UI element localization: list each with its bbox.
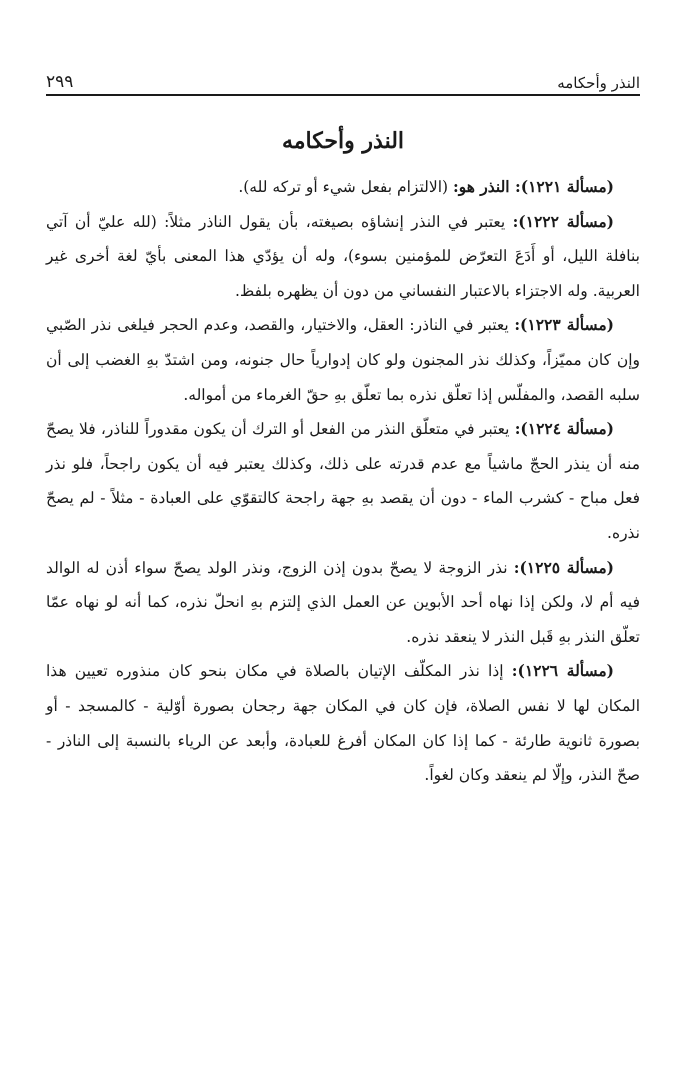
issue-label: (مسألة ١٢٢١): النذر هو: xyxy=(452,177,614,196)
paragraph-text: (الالتزام بفعل شيء أو تركه لله). xyxy=(238,178,453,196)
paragraph-text: يعتبر في الناذر: العقل، والاختيار، والقصد، وعدم الحجر فيلغى نذر الصّبي وإن كان مميّزاً، وكذلك نذر المجنون ولو كان إدوارياً حال جنونه، ومن اشتدّ بهِ الغضب إلى أن سلبه القصد، والمفلّس إذا تعلّق نذره بما تعلّق بهِ حقّ الغرماء من أمواله. xyxy=(46,316,640,404)
paragraph-issue-1223 xyxy=(46,308,640,412)
issue-label: (مسألة ١٢٢٤): xyxy=(514,419,614,439)
paragraph-issue-1226 xyxy=(46,654,640,792)
issue-label: (مسألة ١٢٢٢): xyxy=(512,211,614,231)
issue-label: (مسألة ١٢٢٥): xyxy=(513,557,614,577)
paragraph-text: إذا نذر المكلّف الإتيان بالصلاة في مكان بنحو كان منذوره تعيين هذا المكان لها لا نفس الصلاة، فإن كان في المكان جهة رجحان بصورة أوّلية - كالمسجد - أو بصورة ثانوية طارئة - كما إذا كان المكان أفرغ للعبادة، وأبعد عن الرياء بالنسبة إلى الناذر - صحّ النذر، وإلّا لم ينعقد وكان لغواً. xyxy=(46,662,640,785)
issue-label: (مسألة ١٢٢٦): xyxy=(511,661,614,681)
paragraph-text: يعتبر في متعلّق النذر من الفعل أو الترك أن يكون مقدوراً للناذر، فلا يصحّ منه أن ينذر الحجّ ماشياً مع عدم قدرته على ذلك، وكذلك يعتبر فيه أن يكون راجحاً، فلو نذر فعل مباح - كشرب الماء - دون أن يقصد بهِ جهة راجحة كالتقوّي على العبادة - مثلاً - لم يصحّ نذره. xyxy=(46,420,640,542)
issue-label: (مسألة ١٢٢٣): xyxy=(514,315,614,335)
paragraph-issue-1224 xyxy=(46,412,640,550)
paragraph-issue-1221 xyxy=(46,170,640,205)
book-page xyxy=(46,0,640,1073)
paragraph-text: نذر الزوجة لا يصحّ بدون إذن الزوج، ونذر الولد يصحّ سواء أذن له الوالد فيه أم لا، ولكن إذا نهاه أحد الأبوين عن العمل الذي إلتزم بهِ انحلّ نذره، كما أنه لو نهاه عمّا تعلّق النذر بهِ قَبل النذر لا ينعقد نذره. xyxy=(46,558,640,646)
body-text xyxy=(46,170,640,793)
page-number: ٢٩٩ xyxy=(46,72,74,92)
running-title: النذر وأحكامه xyxy=(557,74,640,92)
paragraph-text: يعتبر في النذر إنشاؤه بصيغته، بأن يقول الناذر مثلاً: (لله عليّ أن آتي بنافلة الليل، أو أَدَعَ التعرّض للمؤمنين بسوء)، وله أن يؤدّي هذا المعنى بأيّ لغة أخرى غير العربية. وله الاجتزاء بالاعتبار النفساني من دون أن يظهره بلفظ. xyxy=(46,212,640,300)
paragraph-issue-1225 xyxy=(46,551,640,655)
paragraph-issue-1222 xyxy=(46,205,640,309)
header-rule xyxy=(46,94,640,96)
running-header xyxy=(46,62,640,92)
chapter-title: النذر وأحكامه xyxy=(281,128,405,154)
